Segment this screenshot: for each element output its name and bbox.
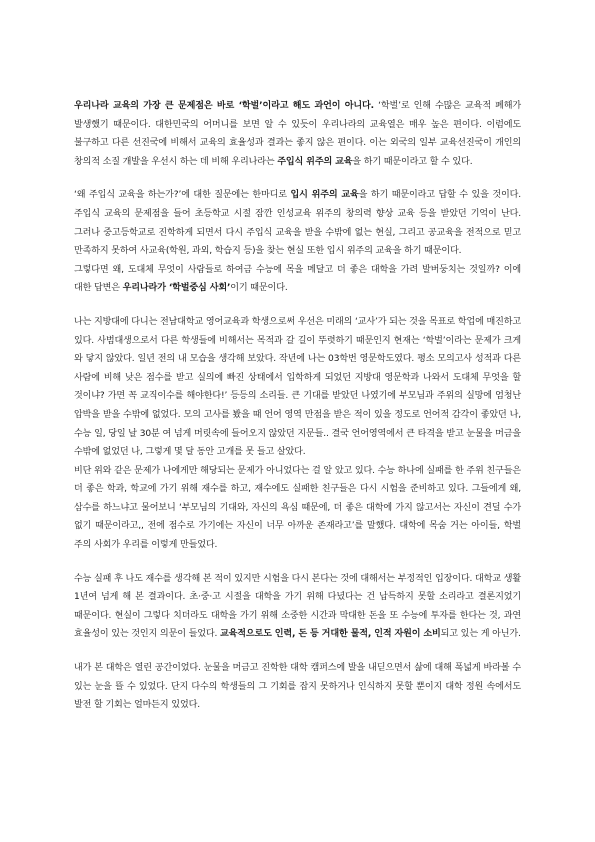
paragraph-4 bbox=[74, 313, 521, 462]
paragraph-2 bbox=[74, 186, 521, 260]
paragraph-1-bold-2: 주입식 위주의 교육 bbox=[277, 156, 353, 167]
paragraph-6 bbox=[74, 570, 521, 644]
paragraph-1-text-2: 을 하기 때문이라고 할 수 있다. bbox=[352, 156, 473, 167]
paragraph-6-text-1: 수능 실패 후 나도 재수를 생각해 본 적이 있지만 시험을 다시 본다는 것에 대해서는 부정적인 입장이다. 대학교 생활 1년여 넘게 해 본 결과이다. 초·중·고 시절을 대학을 가기 위해 다녔다는 건 납득하지 못할 소리라고 결론지었기 때문이다. 현실이 그렇다 치더라도 대학을 가기 위해 소중한 시간과 막대한 돈을 또 수능에 투자를 한다는 것, 과연 효율성이 있는 것인지 의문이 들었다. bbox=[74, 573, 521, 640]
paragraph-7-text-1: 내가 본 대학은 열린 공간이었다. 눈물을 머금고 진학한 대학 캠퍼스에 발을 내딛으면서 삶에 대해 폭넓게 바라볼 수 있는 눈을 뜰 수 있었다. 단지 다수의 학생들의 그 기회를 잡지 못하거나 인식하지 못할 뿐이지 대학 정원 속에서도 발전 할 기회는 얼마든지 있었다. bbox=[74, 663, 521, 711]
paragraph-6-bold-1: 교육적으로도 인력, 돈 등 거대한 물적, 인적 자원이 소비 bbox=[219, 629, 441, 640]
paragraph-1-bold-1: 우리나라 교육의 가장 큰 문제점은 바로 ‘학벌’이라고 해도 과언이 아니다. bbox=[74, 101, 374, 111]
paragraph-spacer bbox=[74, 171, 521, 186]
paragraph-7 bbox=[74, 659, 521, 715]
paragraph-5 bbox=[74, 462, 521, 555]
paragraph-2-text-2: 을 하기 때문이라고 답할 수 있을 것이다. 주입식 교육의 문제점을 들어 초등학교 시절 잠깐 인성교육 위주의 창의력 향상 교육 등을 받았던 기억이 난다. 그러나 중고등학교로 진학하게 되면서 다시 주입식 교육을 받을 수밖에 없는 현실, 그리고 공교육을 전적으로 믿고 만족하지 못하여 사교육(학원, 과외, 학습지 등)을 찾는 현실 또한 입시 위주의 교육을 하기 때문이다. bbox=[74, 190, 521, 257]
paragraph-spacer bbox=[74, 555, 521, 570]
paragraph-spacer bbox=[74, 298, 521, 313]
paragraph-3-text-2: 이기 때문이다. bbox=[230, 283, 288, 294]
paragraph-3-text-1: 그렇다면 왜, 도대체 무엇이 사람들로 하여금 수능에 목을 메달고 더 좋은 대학을 가려 발버둥치는 것일까? 이에 대한 답변은 bbox=[74, 264, 521, 294]
paragraph-2-bold-1: 입시 위주의 교육 bbox=[290, 190, 359, 201]
paragraph-3-bold-1: 우리나라가 ‘학벌중심 사회’ bbox=[122, 283, 231, 294]
paragraph-4-text-1: 나는 지방대에 다니는 전남대학교 영어교육과 학생으로써 우선은 미래의 ‘교사’가 되는 것을 목표로 학업에 매진하고 있다. 사범대생으로서 다른 학생들에 비해서는 목적과 갈 길이 뚜렷하기 때문인지 현재는 ‘학벌’이라는 문제가 크게 와 닿지 않았다. 일년 전의 내 모습을 생각해 보았다. 작년에 나는 03학번 영문학도였다. 평소 모의고사 성적과 다른 사람에 비해 낮은 점수를 받고 실의에 빠진 상태에서 입학하게 되었던 지방대 영문학과 나와서 도대체 무엇을 할 것이냐? 가면 꼭 교직이수를 해야한다!’ 등등의 소리들. 큰 기대를 받았던 나였기에 부모님과 주위의 실망에 엄청난 압박을 받을 수밖에 없었다. 모의 고사를 봤을 때 언어 영역 만점을 받은 적이 있을 정도로 언어적 감각이 좋았던 나, 수능 일, 당일 날 30분 여 넘게 머릿속에 들어오지 않았던 지문들.. 결국 언어영역에서 큰 타격을 받고 눈물을 머금을 수밖에 없었던 나, 그렇게 몇 달 동안 고개를 못 들고 살았다. bbox=[74, 316, 521, 458]
paragraph-2-text-1: ‘왜 주입식 교육을 하는가?’에 대한 질문에는 한마디로 bbox=[74, 190, 291, 201]
paragraph-3 bbox=[74, 261, 521, 298]
paragraph-6-text-2: 되고 있는 게 아닌가. bbox=[440, 629, 521, 640]
paragraph-5-text-1: 비단 위와 같은 문제가 나에게만 해당되는 문제가 아니었다는 걸 알 았고 있다. 수능 하나에 실패를 한 주위 친구들은 더 좋은 학과, 학교에 가기 위해 재수를 하고, 재수에도 실패한 친구들은 다시 시험을 준비하고 있다. 그들에게 왜, 삼수를 하느냐고 물어보니 ‘부모님의 기대와, 자신의 욕심 때문에, 더 좋은 대학에 가지 않고서는 자신이 견딜 수가 없기 때문이라고,, 전에 점수로 가기에는 자신이 너무 아까운 존재라고’를 말했다. 대학에 목숨 거는 아이들, 학벌 주의 사회가 우리를 이렇게 만들었다. bbox=[74, 465, 521, 551]
document-body bbox=[74, 97, 521, 715]
paragraph-spacer bbox=[74, 644, 521, 659]
paragraph-1 bbox=[74, 97, 521, 171]
paragraph-1-text-1: ‘학벌’로 인해 수많은 교육적 폐해가 발생했기 때문이다. 대한민국의 어머니를 보면 알 수 있듯이 우리나라의 교육열은 매우 높은 편이다. 이럼에도 불구하고 다른 선진국에 비해서 교육의 효율성과 결과는 좋지 않은 편이다. 이는 외국의 일부 교육선진국이 개인의 창의적 소질 개발을 우선시 하는 데 비해 우리나라는 bbox=[74, 101, 521, 167]
